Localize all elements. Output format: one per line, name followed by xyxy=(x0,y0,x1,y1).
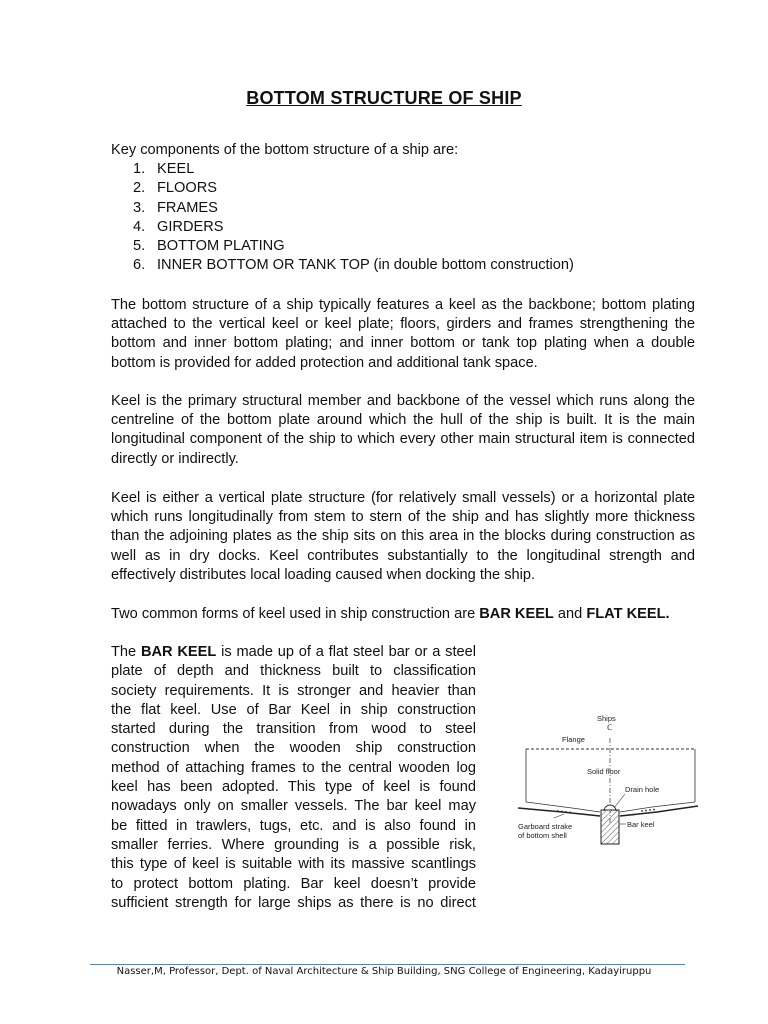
text-line: smaller ferries. Where grounding is a possible risk, xyxy=(111,836,476,853)
label-solid-floor: Solid floor xyxy=(587,767,621,776)
label-centerline: ℂ xyxy=(607,723,613,732)
text-line: be fitted in trawlers, tugs, etc. and is also found in xyxy=(111,817,476,834)
bottom-shell-right xyxy=(620,806,698,816)
list-item-label: GIRDERS xyxy=(157,218,224,235)
page-footer: Nasser,M, Professor, Dept. of Naval Architecture & Ship Building, SNG College of Engineering, Kadayiruppu xyxy=(116,966,652,977)
text-line: method of attaching frames to the central wooden log xyxy=(111,759,476,776)
floor-bottom-right xyxy=(620,802,695,812)
text-line: to protect bottom plating. Bar keel doesn’t provide xyxy=(111,875,476,892)
text-line: plate of depth and thickness built to classification xyxy=(111,663,476,680)
bar-keel-diagram xyxy=(512,712,702,852)
bottom-shell-left xyxy=(518,808,600,816)
label-bar-keel: Bar keel xyxy=(627,820,655,829)
list-item-label: BOTTOM PLATING xyxy=(157,238,285,255)
leader-drain xyxy=(614,794,625,808)
paragraph-keel-forms xyxy=(111,605,695,624)
text-line: started during the transition from wood to steel xyxy=(111,721,476,738)
footer-divider xyxy=(90,964,685,965)
list-item xyxy=(133,218,574,237)
intro-text: Key components of the bottom structure of a ship are: xyxy=(111,142,459,158)
list-item-label: INNER BOTTOM OR TANK TOP (in double bottom construction) xyxy=(157,257,574,274)
label-garboard-2: of bottom shell xyxy=(518,831,567,840)
keel-forms-prefix: Two common forms of keel used in ship construction are xyxy=(111,606,480,622)
paragraph-bottom-structure: The bottom structure of a ship typically features a keel as the backbone; bottom plating attached to the vertical keel or keel plate; floors, girders and frames strengthening the bottom and inner bottom plating; and inner bottom or tank top plating when a double bottom is provided for added protection and additional tank space. xyxy=(111,297,695,371)
list-item xyxy=(133,237,574,256)
list-item-label: FLOORS xyxy=(157,180,218,197)
list-number: 4. xyxy=(133,218,146,235)
bar-keel-lead-rest: is made up of a flat steel bar or a steel xyxy=(216,644,476,660)
label-flange: Flange xyxy=(562,735,585,744)
flat-keel-term: FLAT KEEL. xyxy=(586,606,670,622)
label-garboard-1: Garboard strake xyxy=(518,822,573,831)
bar-keel-term: BAR KEEL xyxy=(140,644,217,660)
label-ships: Ships xyxy=(597,714,616,723)
text-line: nowadays only on smaller vessels. The bar keel may xyxy=(111,798,476,815)
text-line: sufficient strength for large ships as there is no direct xyxy=(111,894,476,911)
text-line: society requirements. It is stronger and heavier than xyxy=(111,682,476,699)
list-number: 5. xyxy=(133,238,146,255)
list-item-label: FRAMES xyxy=(157,199,218,216)
list-item xyxy=(133,160,574,179)
text-line: keel has been adopted. This type of keel is found xyxy=(111,779,476,796)
list-item xyxy=(133,179,574,198)
text-line: this type of keel is suitable with its massive scantlings xyxy=(111,856,476,873)
bar-keel-section xyxy=(601,810,619,844)
text-line: construction when the wooden ship construction xyxy=(111,740,476,757)
page-title: BOTTOM STRUCTURE OF SHIP xyxy=(246,88,522,108)
components-list xyxy=(133,160,574,276)
list-number: 1. xyxy=(133,161,146,177)
list-number: 3. xyxy=(133,199,146,216)
list-number: 2. xyxy=(133,180,146,197)
list-item xyxy=(133,256,574,275)
list-number: 6. xyxy=(133,257,146,274)
list-item xyxy=(133,199,574,218)
text-line: the flat keel. Use of Bar Keel in ship construction xyxy=(111,701,476,718)
paragraph-bar-keel xyxy=(111,643,476,913)
leader-garboard xyxy=(554,814,564,818)
bar-keel-lead: The xyxy=(111,644,141,660)
label-drain-hole: Drain hole xyxy=(625,785,660,794)
paragraph-keel-definition: Keel is the primary structural member and backbone of the vessel which runs along the centreline of the bottom plate around which the hull of the ship is built. It is the main longitudinal component of the ship to which every other main structural item is connected directly or indirectly. xyxy=(111,393,695,467)
paragraph-keel-types: Keel is either a vertical plate structure (for relatively small vessels) or a horizontal plate which runs longitudinally from stem to stern of the ship and has slightly more thickness than the adjoining plates as the ship sits on this area in the blocks during construction as well as in dry docks. Keel contributes substantially to the longitudinal strength and effectively distributes local loading caused when docking the ship. xyxy=(111,490,695,583)
list-item-label: KEEL xyxy=(157,161,195,177)
text-line xyxy=(111,643,476,662)
bar-keel-term: BAR KEEL xyxy=(479,606,554,622)
keel-forms-mid: and xyxy=(553,606,587,622)
